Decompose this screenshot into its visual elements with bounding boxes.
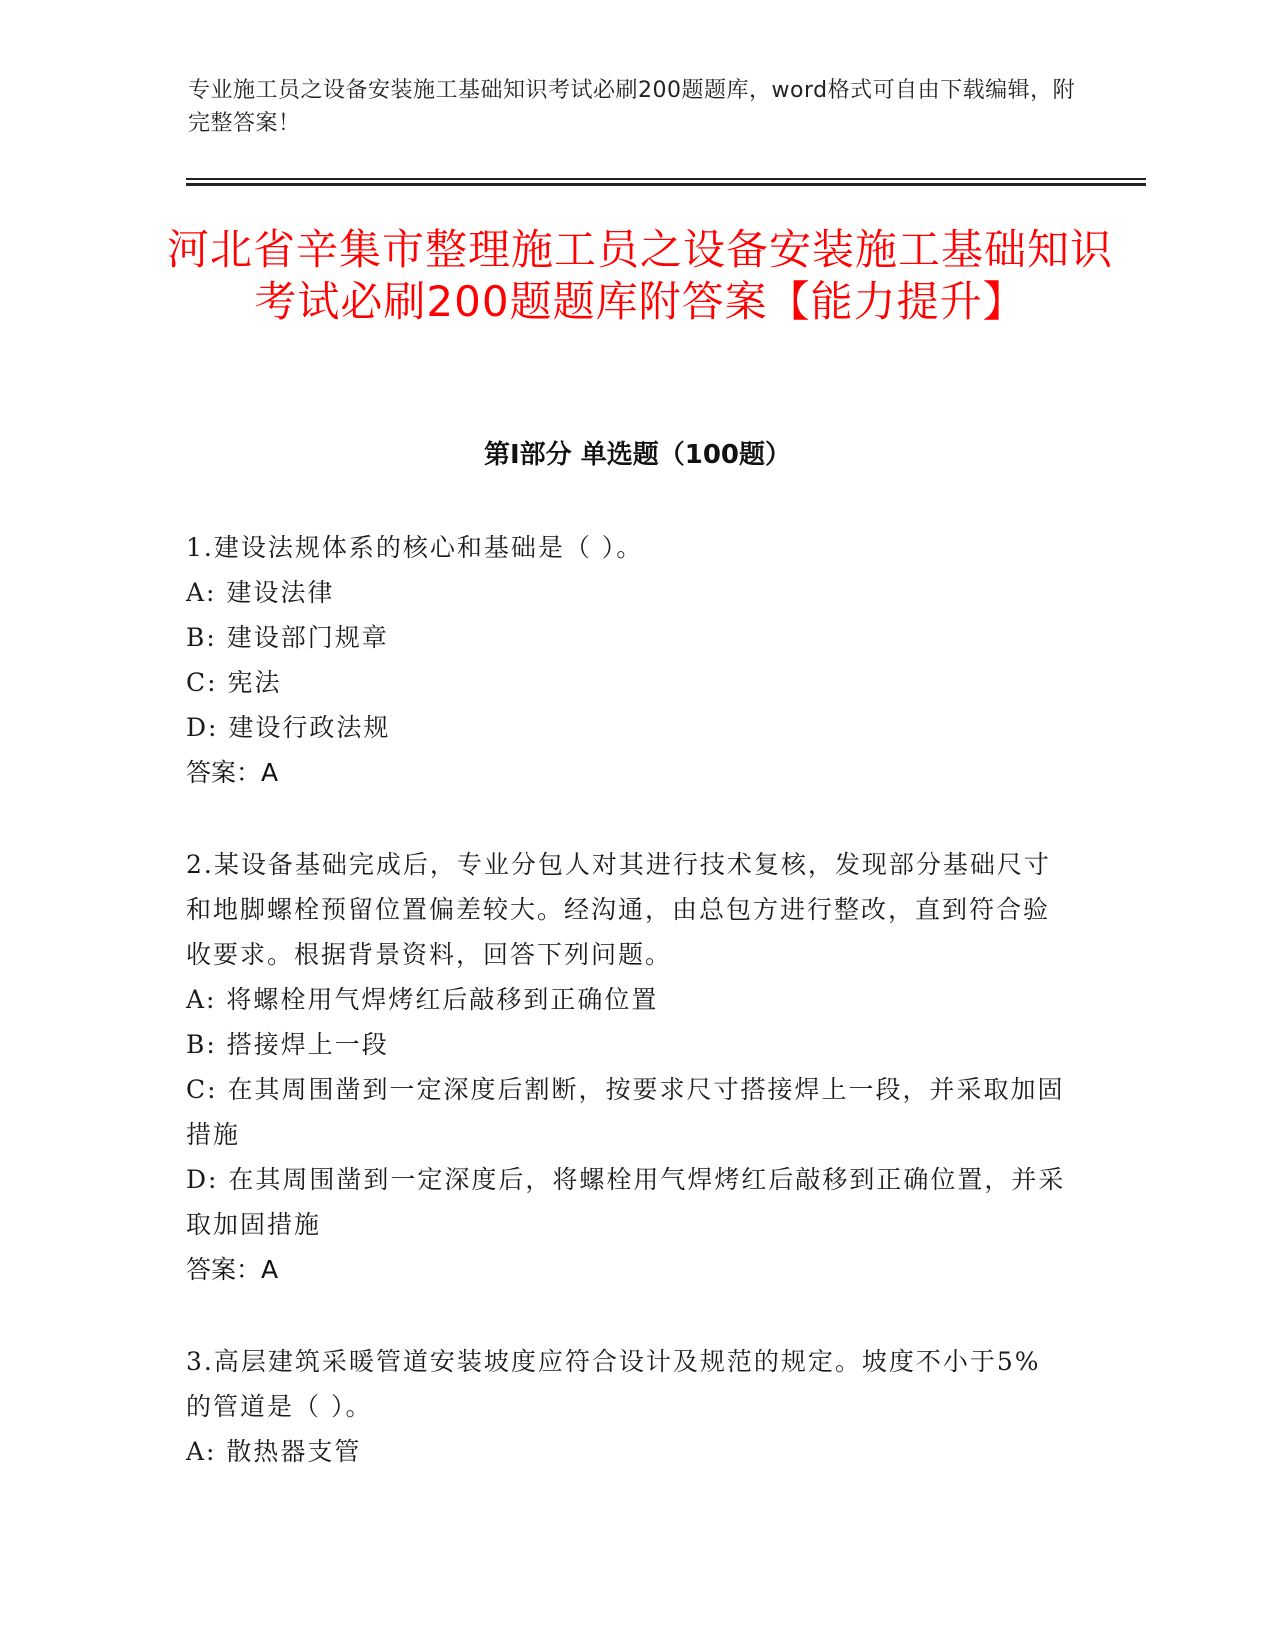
option-a: A: 将螺栓用气焊烤红后敲移到正确位置 (186, 985, 659, 1014)
question-stem: 2.某设备基础完成后，专业分包人对其进行技术复核，发现部分基础尺寸和地脚螺栓预留位置偏差较大。经沟通，由总包方进行整改，直到符合验收要求。根据背景资料，回答下列问题。 (186, 850, 1051, 969)
option-a: A: 建设法律 (186, 578, 335, 607)
header-note: 专业施工员之设备安装施工基础知识考试必刷200题题库，word格式可自由下载编辑，附完整答案！ (188, 78, 1076, 136)
answer: 答案：A (186, 1255, 279, 1284)
option-d: D: 建设行政法规 (186, 713, 391, 742)
question-stem: 1.建设法规体系的核心和基础是（ ）。 (186, 533, 644, 562)
header-rule-thick (186, 183, 1146, 186)
option-c: C: 在其周围凿到一定深度后割断，按要求尺寸搭接焊上一段，并采取加固措施 (186, 1075, 1065, 1149)
answer: 答案：A (186, 758, 279, 787)
question-list (186, 525, 1066, 1520)
option-d: D: 在其周围凿到一定深度后，将螺栓用气焊烤红后敲移到正确位置，并采取加固措施 (186, 1165, 1066, 1239)
question-3 (186, 1339, 1066, 1474)
option-b: B: 搭接焊上一段 (186, 1030, 389, 1059)
document-title: 河北省辛集市整理施工员之设备安装施工基础知识考试必刷200题题库附答案【能力提升】 (166, 225, 1113, 326)
question-stem: 3.高层建筑采暖管道安装坡度应符合设计及规范的规定。坡度不小于5%的管道是（ ）。 (186, 1347, 1041, 1421)
option-b: B: 建设部门规章 (186, 623, 389, 652)
header-rule-thin (186, 178, 1146, 180)
question-2 (186, 842, 1066, 1293)
option-a: A: 散热器支管 (186, 1437, 362, 1466)
option-c: C: 宪法 (186, 668, 282, 697)
section-title: 第I部分 单选题（100题） (484, 440, 791, 470)
question-1 (186, 525, 1066, 796)
